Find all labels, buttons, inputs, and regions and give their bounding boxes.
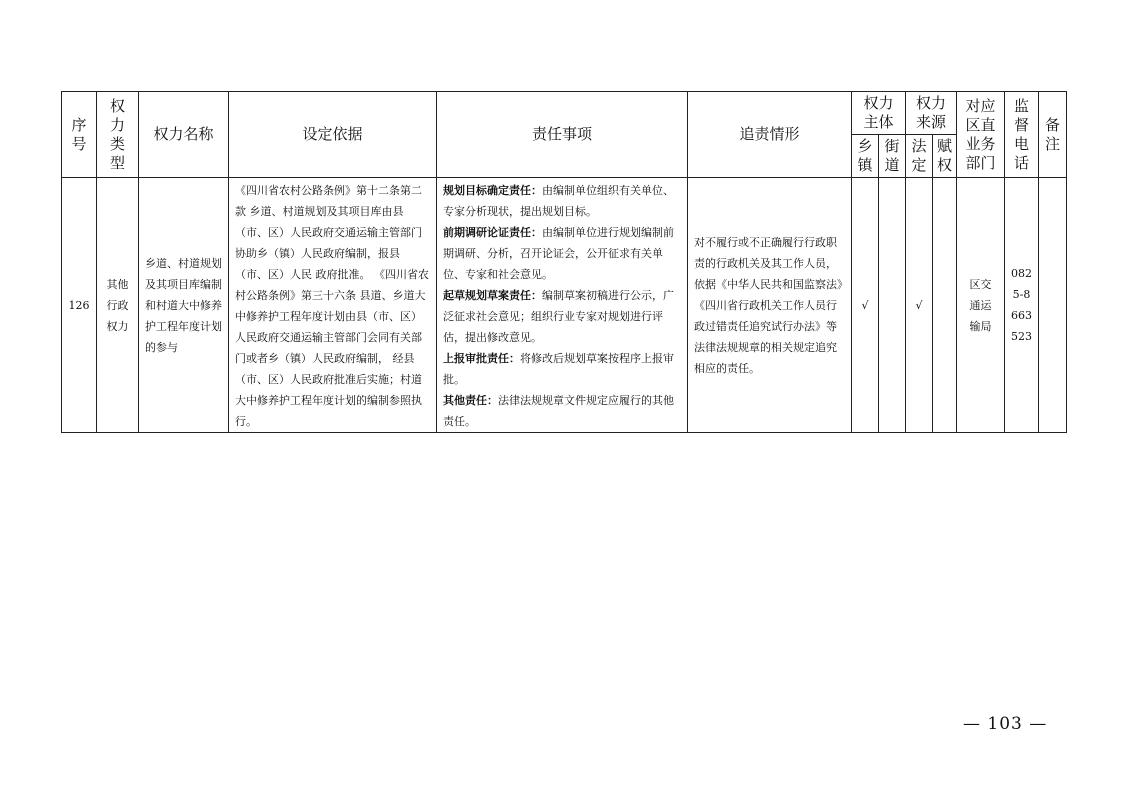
responsibility-item: 其他责任：法律法规规章文件规定应履行的其他责任。 [443, 394, 674, 428]
header-subject-street: 街 道 [879, 135, 906, 178]
page-number: — 103 — [963, 714, 1048, 734]
header-source-statutory: 法 定 [906, 135, 933, 178]
row-index: 126 [62, 178, 97, 433]
row-source-statutory-check: √ [906, 178, 933, 433]
row-power-name: 乡道、村道规划及其项目库编制和村道大中修养护工程年度计划的参与 [139, 178, 229, 433]
header-department: 对应 区直 业务 部门 [957, 92, 1005, 178]
header-index: 序 号 [62, 92, 97, 178]
row-department: 区交 通运 输局 [957, 178, 1005, 433]
header-power-name: 权力名称 [139, 92, 229, 178]
row-subject-street-check [879, 178, 906, 433]
header-source-granted: 赋 权 [933, 135, 957, 178]
row-responsibilities [437, 178, 688, 433]
row-subject-township-check: √ [852, 178, 879, 433]
header-phone: 监 督 电 话 [1005, 92, 1039, 178]
responsibility-item: 规划目标确定责任：由编制单位组织有关单位、专家分析现状，提出规划目标。 [443, 184, 674, 218]
header-power-subject: 权力 主体 [852, 92, 906, 135]
responsibility-item: 上报审批责任：将修改后规划草案按程序上报审批。 [443, 352, 674, 386]
row-basis: 《四川省农村公路条例》第十二条第二款 乡道、村道规划及其项目库由县（市、区）人民政府交通运输主管部门协助乡（镇）人民政府编制，报县（市、区）人民 政府批准。 《四川省农村公路条例》第三十六条 县道、乡道大中修养护工程年度计划由县（市、区）人民政府交通运输主管部门会同有关部门或者乡（镇）人民政府编制， 经县（市、区）人民政府批准后实施；村道大中修养护工程年度计划的编制参照执行。 [229, 178, 437, 433]
header-basis: 设定依据 [229, 92, 437, 178]
header-subject-township: 乡 镇 [852, 135, 879, 178]
row-accountability: 对不履行或不正确履行行政职责的行政机关及其工作人员，依据《中华人民共和国监察法》《四川省行政机关工作人员行政过错责任追究试行办法》等法律法规规章的相关规定追究相应的责任。 [688, 178, 852, 433]
header-accountability: 追责情形 [688, 92, 852, 178]
table-row [62, 178, 1067, 433]
header-remarks: 备 注 [1039, 92, 1067, 178]
row-power-type: 其他 行政 权力 [97, 178, 139, 433]
row-remarks [1039, 178, 1067, 433]
header-power-type: 权 力 类 型 [97, 92, 139, 178]
header-power-source: 权力 来源 [906, 92, 957, 135]
header-responsibility: 责任事项 [437, 92, 688, 178]
power-list-table [61, 91, 1067, 433]
row-source-granted-check [933, 178, 957, 433]
row-phone: 082 5-8 663 523 [1005, 178, 1039, 433]
responsibility-item: 前期调研论证责任：由编制单位进行规划编制前期调研、分析，召开论证会，公开征求有关单位、专家和社会意见。 [443, 226, 674, 281]
responsibility-item: 起草规划草案责任：编制草案初稿进行公示，广泛征求社会意见；组织行业专家对规划进行评估，提出修改意见。 [443, 289, 674, 344]
